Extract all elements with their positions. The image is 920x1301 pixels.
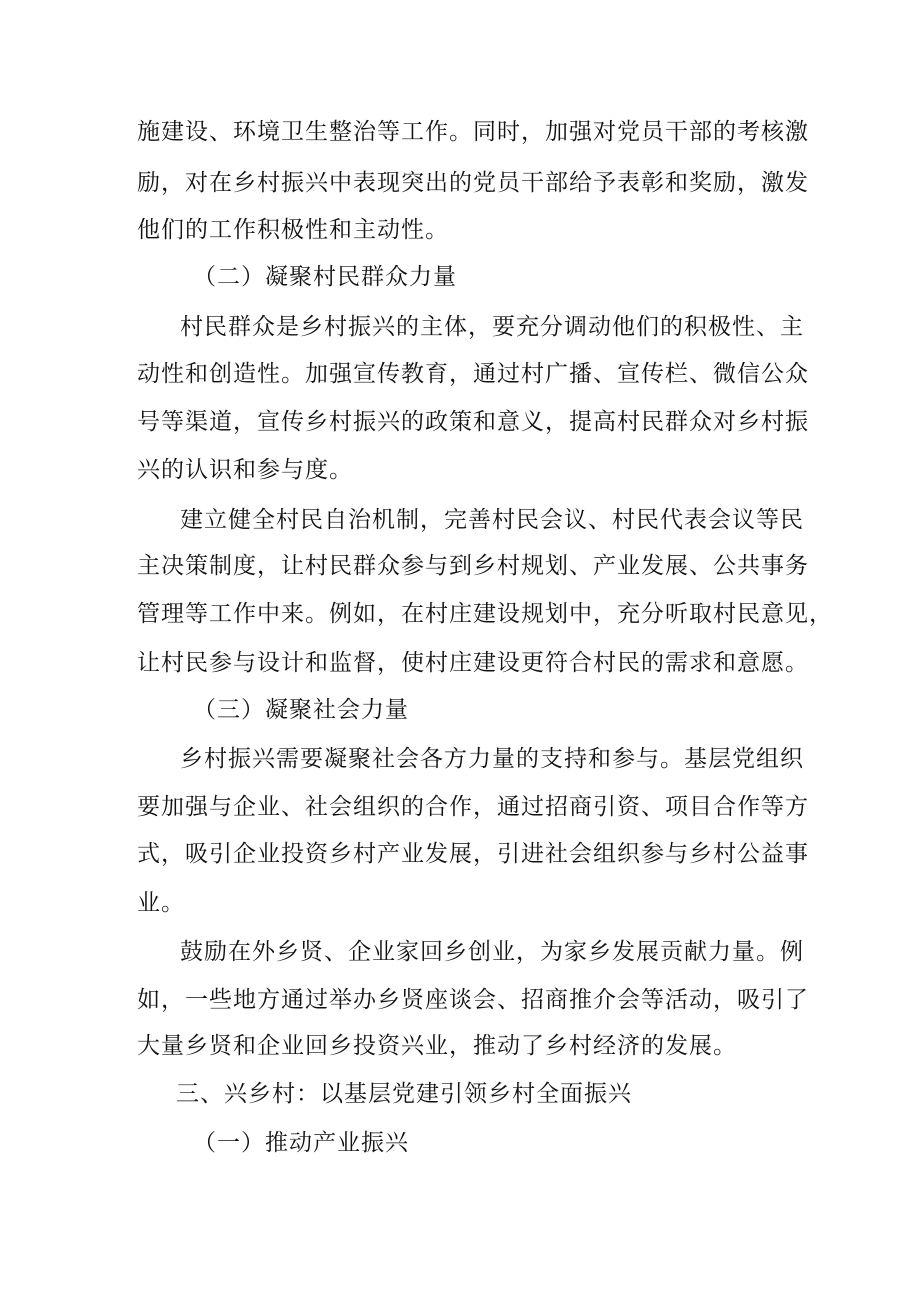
paragraph-1-line-3: 他们的工作积极性和主动性。 <box>137 217 449 243</box>
paragraph-3-line-3: 管理等工作中来。例如，在村庄建设规划中，充分听取村民意见， <box>137 601 833 627</box>
paragraph-2-line-4: 兴的认识和参与度。 <box>137 457 353 483</box>
paragraph-5-line-2: 如，一些地方通过举办乡贤座谈会、招商推介会等活动，吸引了 <box>137 987 809 1013</box>
paragraph-1-line-2: 励，对在乡村振兴中表现突出的党员干部给予表彰和奖励，激发 <box>137 170 809 196</box>
chapter-heading-3: 三、兴乡村：以基层党建引领乡村全面振兴 <box>176 1081 632 1107</box>
section-heading-3: （三）凝聚社会力量 <box>193 697 409 723</box>
paragraph-1-line-1: 施建设、环境卫生整治等工作。同时，加强对党员干部的考核激 <box>137 119 809 145</box>
section-heading-2: （二）凝聚村民群众力量 <box>193 264 457 290</box>
paragraph-4-line-1: 乡村振兴需要凝聚社会各方力量的支持和参与。基层党组织 <box>180 746 804 772</box>
paragraph-3-line-1: 建立健全村民自治机制，完善村民会议、村民代表会议等民 <box>180 507 804 533</box>
paragraph-4-line-2: 要加强与企业、社会组织的合作，通过招商引资、项目合作等方 <box>137 794 809 820</box>
chapter-3-section-heading-1: （一）推动产业振兴 <box>193 1130 409 1156</box>
paragraph-3-line-2: 主决策制度，让村民群众参与到乡村规划、产业发展、公共事务 <box>137 553 809 579</box>
paragraph-2-line-2: 动性和创造性。加强宣传教育，通过村广播、宣传栏、微信公众 <box>137 361 809 387</box>
paragraph-2-line-1: 村民群众是乡村振兴的主体，要充分调动他们的积极性、主 <box>180 314 804 340</box>
paragraph-4-line-3: 式，吸引企业投资乡村产业发展，引进社会组织参与乡村公益事 <box>137 841 809 867</box>
paragraph-2-line-3: 号等渠道，宣传乡村振兴的政策和意义，提高村民群众对乡村振 <box>137 409 809 435</box>
paragraph-5-line-3: 大量乡贤和企业回乡投资兴业，推动了乡村经济的发展。 <box>137 1033 737 1059</box>
paragraph-5-line-1: 鼓励在外乡贤、企业家回乡创业，为家乡发展贡献力量。例 <box>180 939 804 965</box>
paragraph-4-line-4: 业。 <box>137 890 185 916</box>
paragraph-3-line-4: 让村民参与设计和监督，使村庄建设更符合村民的需求和意愿。 <box>137 650 809 676</box>
